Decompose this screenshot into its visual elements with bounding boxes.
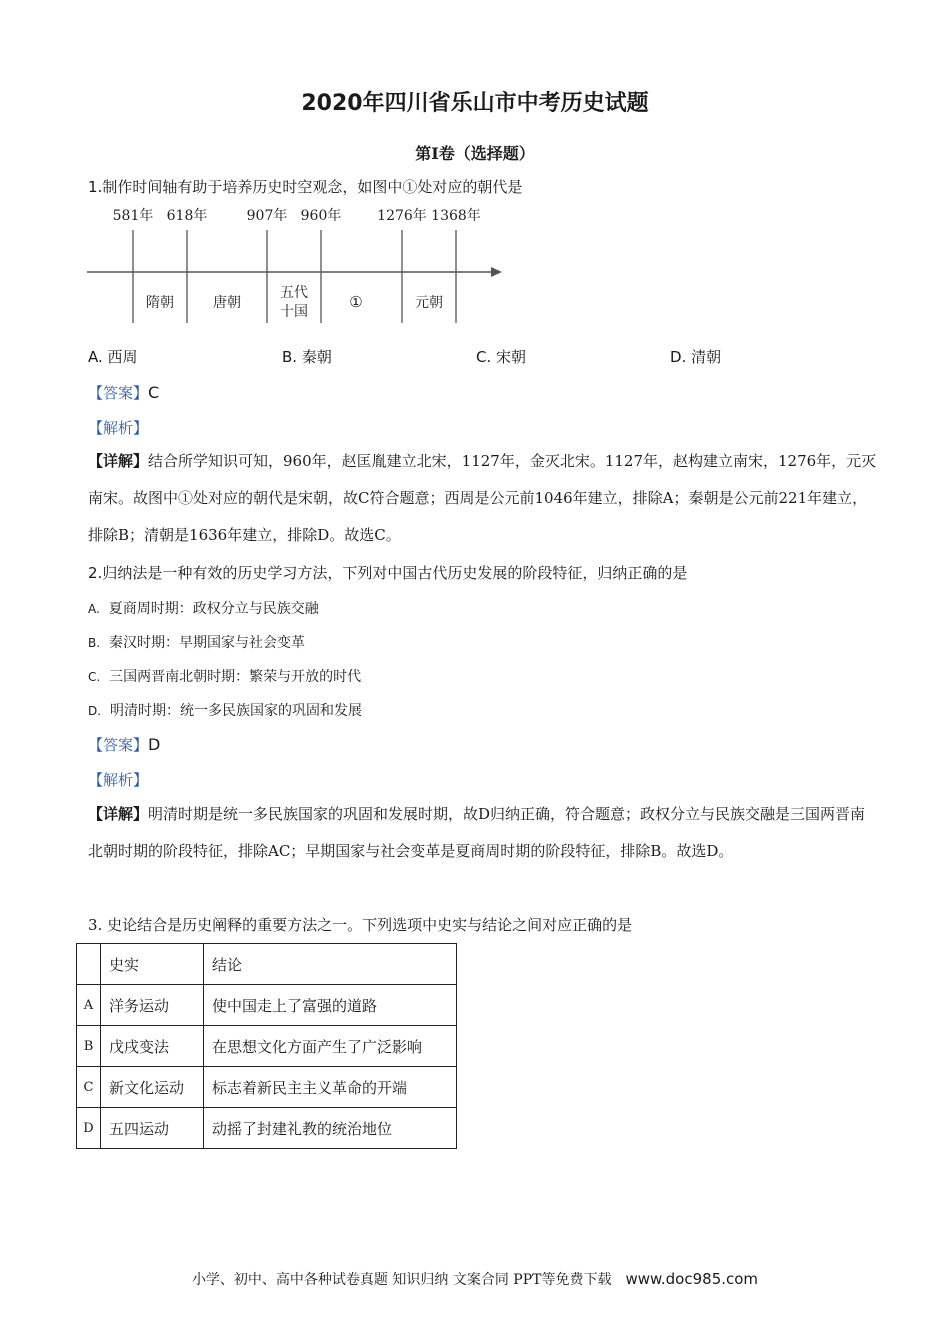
row-conclusion: 在思想文化方面产生了广泛影响 <box>204 1026 457 1067</box>
option-b[interactable]: B. 秦汉时期：早期国家与社会变革 <box>88 635 305 651</box>
row-conclusion: 标志着新民主主义革命的开端 <box>204 1067 457 1108</box>
table-header-cell <box>77 944 101 985</box>
page-footer <box>0 1269 950 1289</box>
option-d[interactable]: D. 明清时期：统一多民族国家的巩固和发展 <box>88 703 362 719</box>
option-a[interactable]: A. 夏商周时期：政权分立与民族交融 <box>88 601 319 617</box>
timeline-year-618: 618年 <box>166 208 208 224</box>
timeline-period-shiguo: 十国 <box>280 304 308 320</box>
option-c[interactable]: C. 宋朝 <box>476 348 527 366</box>
question-2-stem <box>88 562 687 583</box>
table-header-cell: 结论 <box>204 944 457 985</box>
timeline-period-wudai: 五代 <box>280 285 308 301</box>
row-fact: 戊戌变法 <box>101 1026 204 1067</box>
row-fact: 五四运动 <box>101 1108 204 1149</box>
detail-label: 【详解】 <box>88 452 149 470</box>
table-row <box>77 1067 457 1108</box>
option-d[interactable]: D. 清朝 <box>670 348 722 366</box>
timeline-year-581: 581年 <box>112 208 154 224</box>
detail-text: 明清时期是统一多民族国家的巩固和发展时期，故D归纳正确，符合题意；政权分立与民族交融是三国两晋南北朝时期的阶段特征，排除AC；早期国家与社会变革是夏商周时期的阶段特征，排除B。故选D。 <box>88 805 866 860</box>
detail-label: 【详解】 <box>88 805 149 823</box>
section-heading: 第Ⅰ卷（选择题） <box>415 144 535 163</box>
question-text: 归纳法是一种有效的历史学习方法，下列对中国古代历史发展的阶段特征，归纳正确的是 <box>102 564 688 582</box>
row-conclusion: 使中国走上了富强的道路 <box>204 985 457 1026</box>
timeline-period-tang: 唐朝 <box>213 295 241 311</box>
answer-value: C <box>148 383 160 402</box>
table-row <box>77 1108 457 1149</box>
row-letter: B <box>77 1026 101 1067</box>
timeline-year-960: 960年 <box>300 208 342 224</box>
answer-line <box>88 734 160 755</box>
explanation <box>88 443 878 554</box>
question-text: 制作时间轴有助于培养历史时空观念，如图中①处对应的朝代是 <box>102 178 523 196</box>
timeline-year-1276: 1276年 <box>377 208 427 224</box>
question-3-stem: 3. 史论结合是历史阐释的重要方法之一。下列选项中史实与结论之间对应正确的是 <box>88 916 633 934</box>
page-title: 2020年四川省乐山市中考历史试题 <box>301 91 649 116</box>
row-letter: D <box>77 1108 101 1149</box>
option-c[interactable]: C. 三国两晋南北朝时期：繁荣与开放的时代 <box>88 669 362 685</box>
answer-value: D <box>148 735 161 754</box>
timeline-period-yuan: 元朝 <box>415 295 443 311</box>
row-letter: C <box>77 1067 101 1108</box>
detail-text: 结合所学知识可知，960年，赵匡胤建立北宋，1127年，金灭北宋。1127年，赵构建立南宋，1276年，元灭南宋。故图中①处对应的朝代是宋朝，故C符合题意；西周是公元前1046年建立，排除A；秦朝是公元前221年建立，排除B；清朝是1636年建立，排除D。故选C。 <box>88 452 877 544</box>
option-a[interactable]: A. 西周 <box>88 348 138 366</box>
answer-line <box>88 382 159 403</box>
question-number: 1. <box>88 178 103 196</box>
footer-link[interactable]: www.doc985.com <box>625 1270 759 1288</box>
explanation <box>88 796 878 870</box>
option-b[interactable]: B. 秦朝 <box>282 348 332 366</box>
history-table <box>76 943 457 1149</box>
table-row <box>77 1026 457 1067</box>
timeline-arrow-icon <box>491 267 502 277</box>
table-header-row <box>77 944 457 985</box>
question-1-stem <box>88 176 522 197</box>
table-row <box>77 985 457 1026</box>
answer-label: 【答案】 <box>88 384 149 402</box>
row-fact: 洋务运动 <box>101 985 204 1026</box>
row-fact: 新文化运动 <box>101 1067 204 1108</box>
answer-label: 【答案】 <box>88 736 149 754</box>
footer-text: 小学、初中、高中各种试卷真题 知识归纳 文案合同 PPT等免费下载 <box>191 1272 612 1288</box>
timeline-year-907: 907年 <box>246 208 288 224</box>
table-header-cell: 史实 <box>101 944 204 985</box>
row-conclusion: 动摇了封建礼教的统治地位 <box>204 1108 457 1149</box>
timeline-period-blank: ① <box>349 293 363 311</box>
analysis-label: 【解析】 <box>88 771 149 789</box>
question-number: 2. <box>88 564 103 582</box>
timeline-figure <box>84 200 514 328</box>
timeline-period-sui: 隋朝 <box>146 295 174 311</box>
timeline-year-1368: 1368年 <box>431 208 481 224</box>
row-letter: A <box>77 985 101 1026</box>
analysis-label: 【解析】 <box>88 419 149 437</box>
